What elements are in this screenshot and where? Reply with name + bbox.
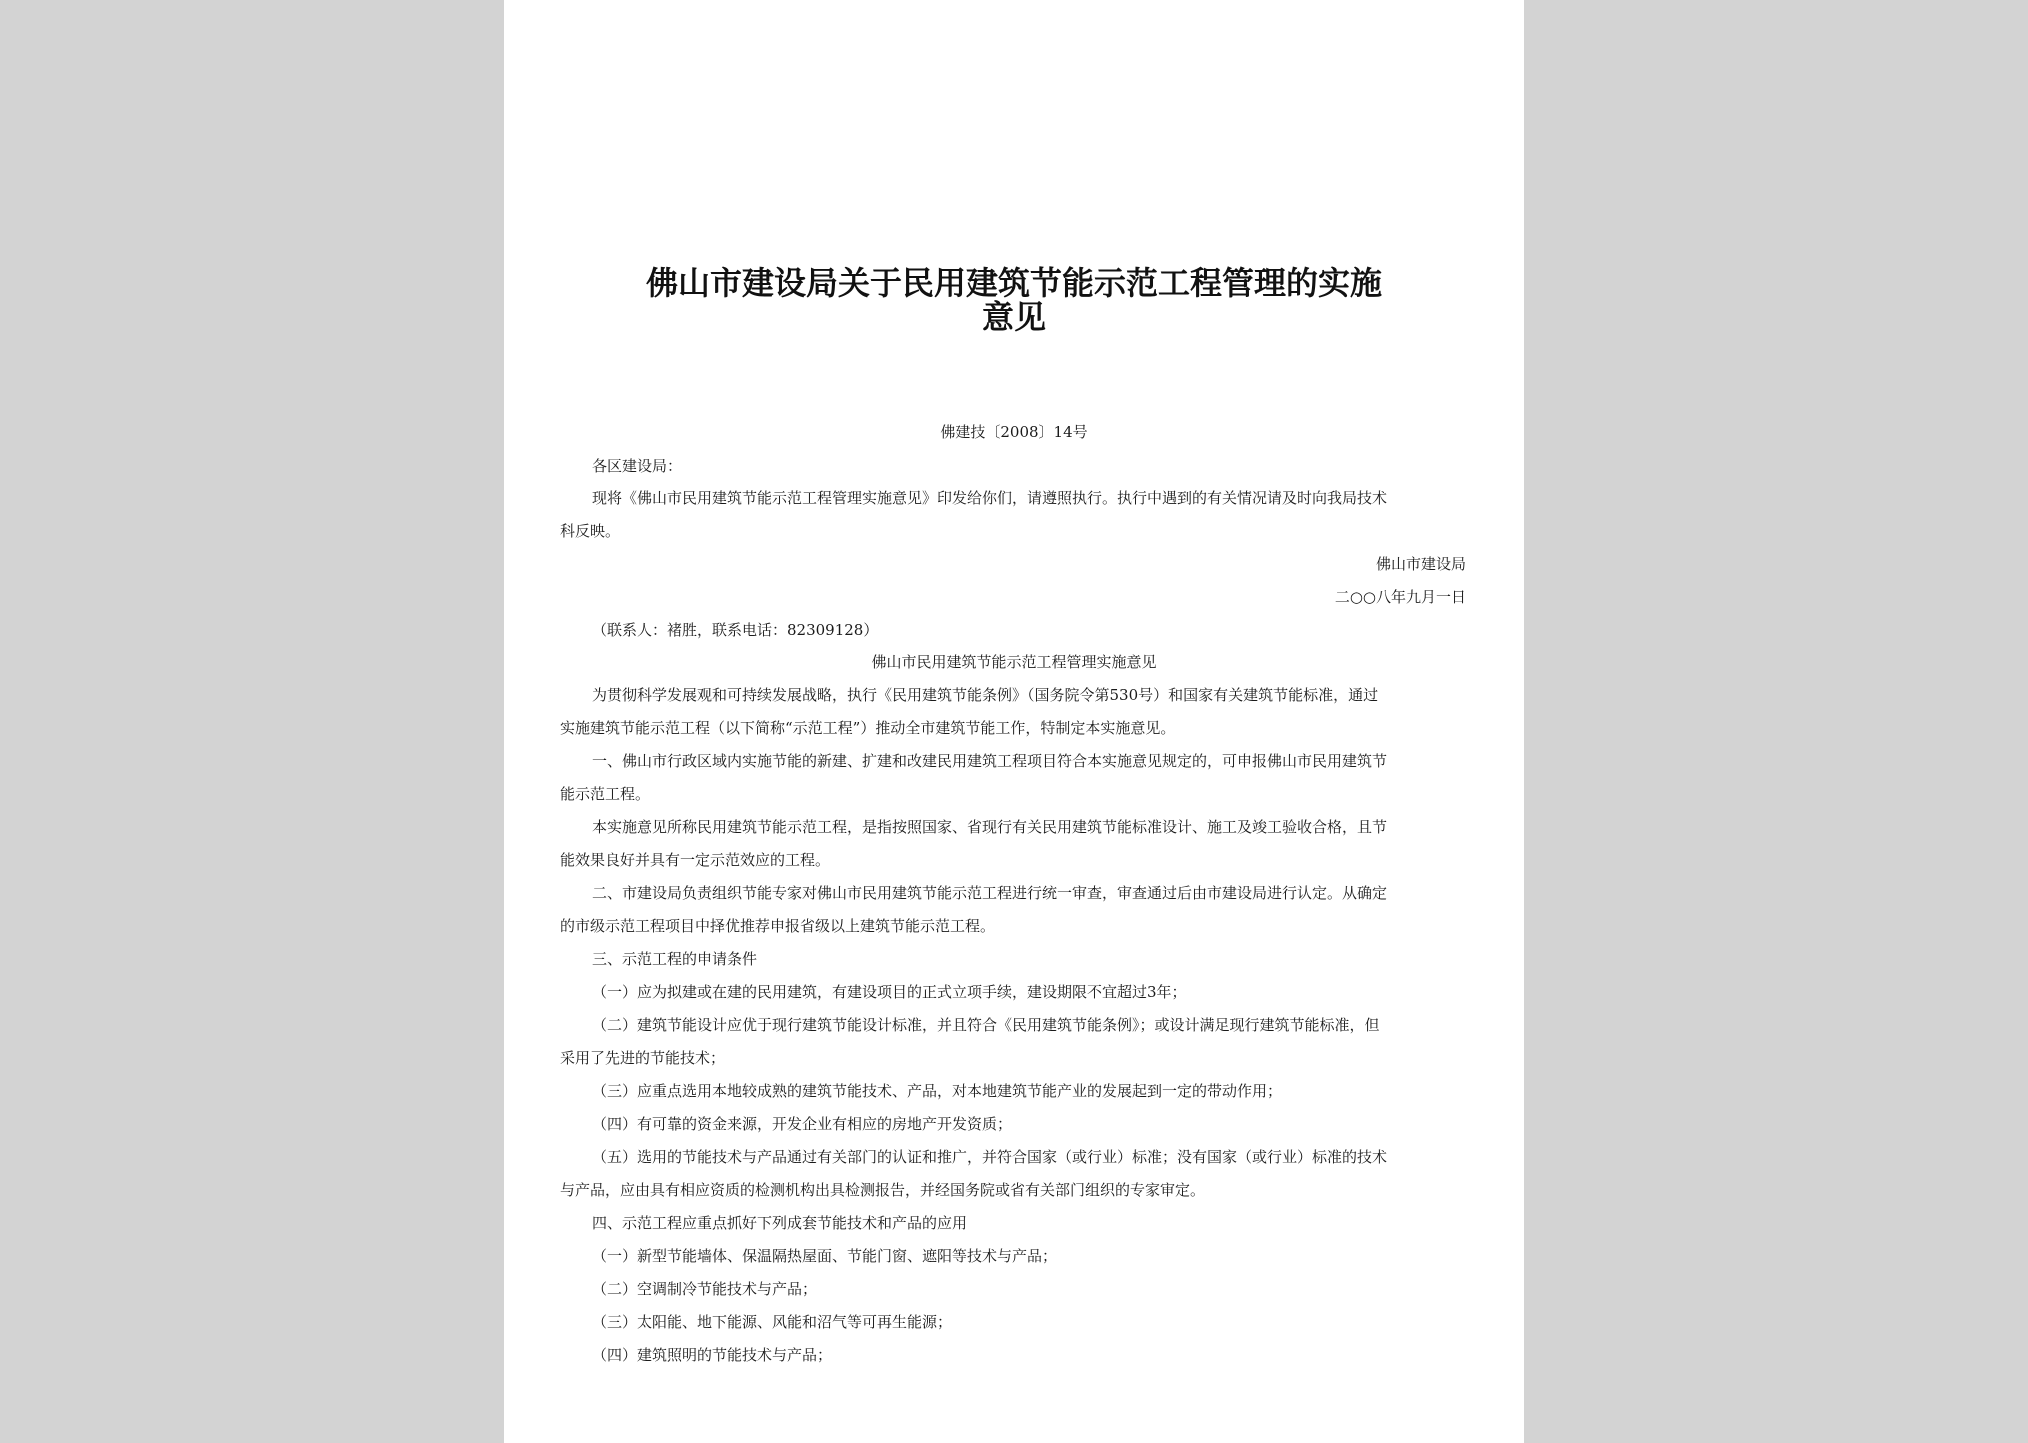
signature-date: 二○○八年九月一日 <box>1334 588 1466 606</box>
paragraph-1-line-2: 实施建筑节能示范工程（以下简称“示范工程”）推动全市建筑节能工作，特制定本实施意见。 <box>560 719 1176 737</box>
item-3: （三）太阳能、地下能源、风能和沼气等可再生能源； <box>592 1313 953 1331</box>
signature-organization: 佛山市建设局 <box>1375 555 1466 573</box>
condition-5-line-1: （五）选用的节能技术与产品通过有关部门的认证和推广，并符合国家（或行业）标准；没有国家（或行业）标准的技术 <box>592 1148 1388 1166</box>
condition-1: （一）应为拟建或在建的民用建筑，有建设项目的正式立项手续，建设期限不宜超过3年； <box>592 983 1187 1001</box>
condition-4: （四）有可靠的资金来源，开发企业有相应的房地产开发资质； <box>592 1115 1013 1133</box>
item-2: （二）空调制冷节能技术与产品； <box>592 1280 818 1298</box>
document-number: 佛建技〔2008〕14号 <box>940 423 1088 441</box>
condition-5-line-2: 与产品，应由具有相应资质的检测机构出具检测报告，并经国务院或省有关部门组织的专家审定。 <box>560 1181 1206 1199</box>
intro-line-1: 现将《佛山市民用建筑节能示范工程管理实施意见》印发给你们，请遵照执行。执行中遇到的有关情况请及时向我局技术 <box>592 489 1388 507</box>
paragraph-4-line-1: 二、市建设局负责组织节能专家对佛山市民用建筑节能示范工程进行统一审查，审查通过后由市建设局进行认定。从确定 <box>592 884 1388 902</box>
paragraph-3-line-2: 能效果良好并具有一定示范效应的工程。 <box>560 851 831 869</box>
paragraph-4-line-2: 的市级示范工程项目中择优推荐申报省级以上建筑节能示范工程。 <box>560 917 996 935</box>
paragraph-3-line-1: 本实施意见所称民用建筑节能示范工程，是指按照国家、省现行有关民用建筑节能标准设计、施工及竣工验收合格，且节 <box>592 818 1388 836</box>
condition-2-line-1: （二）建筑节能设计应优于现行建筑节能设计标准，并且符合《民用建筑节能条例》；或设计满足现行建筑节能标准，但 <box>592 1016 1380 1034</box>
intro-line-2: 科反映。 <box>560 522 621 540</box>
document-title-continued: 意见 <box>981 298 1046 336</box>
document-title: 佛山市建设局关于民用建筑节能示范工程管理的实施 <box>645 264 1382 302</box>
item-1: （一）新型节能墙体、保温隔热屋面、节能门窗、遮阳等技术与产品； <box>592 1247 1058 1265</box>
document-page <box>504 0 1524 1443</box>
section-3-heading: 三、示范工程的申请条件 <box>592 950 758 968</box>
section-subtitle: 佛山市民用建筑节能示范工程管理实施意见 <box>871 653 1157 671</box>
salutation: 各区建设局： <box>592 457 683 475</box>
condition-3: （三）应重点选用本地较成熟的建筑节能技术、产品，对本地建筑节能产业的发展起到一定的带动作用； <box>592 1082 1283 1100</box>
item-4: （四）建筑照明的节能技术与产品； <box>592 1346 833 1364</box>
section-4-heading: 四、示范工程应重点抓好下列成套节能技术和产品的应用 <box>592 1214 968 1232</box>
condition-2-line-2: 采用了先进的节能技术； <box>560 1049 726 1067</box>
contact-info: （联系人：褚胜，联系电话：82309128） <box>592 621 879 639</box>
paragraph-2-line-2: 能示范工程。 <box>560 785 651 803</box>
paragraph-2-line-1: 一、佛山市行政区域内实施节能的新建、扩建和改建民用建筑工程项目符合本实施意见规定的，可申报佛山市民用建筑节 <box>592 752 1388 770</box>
paragraph-1-line-1: 为贯彻科学发展观和可持续发展战略，执行《民用建筑节能条例》（国务院令第530号）和国家有关建筑节能标准，通过 <box>592 686 1379 704</box>
